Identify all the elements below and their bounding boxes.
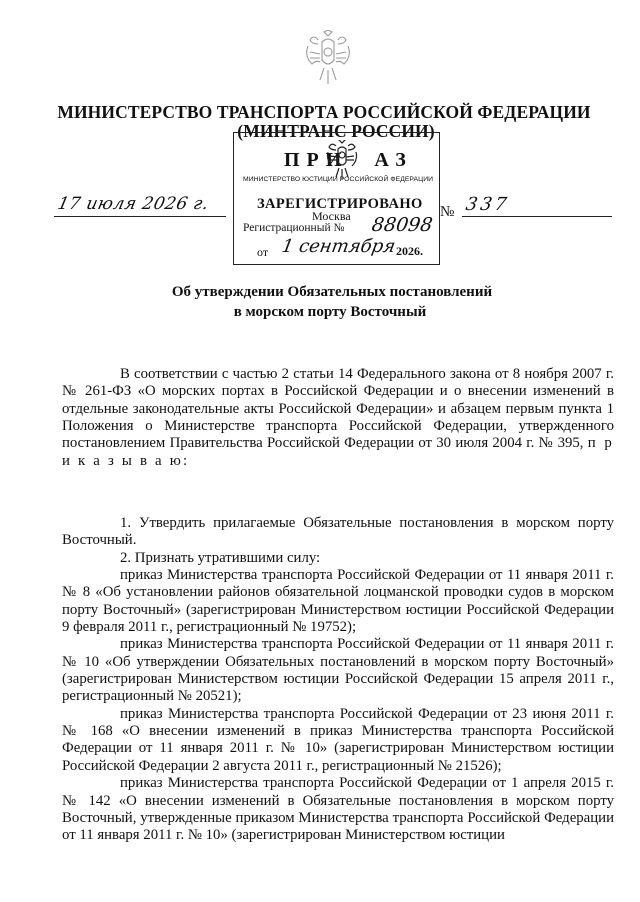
order-items: [62, 515, 614, 845]
stamp-date-prefix: от: [257, 245, 269, 259]
preamble-paragraph: [62, 366, 614, 470]
ministry-name: МИНИСТЕРСТВО ТРАНСПОРТА РОССИЙСКОЙ ФЕДЕРАЦИИ: [57, 102, 591, 122]
order-date-underline: [54, 216, 226, 217]
stamp-reg-number-value: 88098: [370, 214, 434, 236]
preamble-text: В соответствии с частью 2 статьи 14 Федерального закона от 8 ноября 2007 г. № 261-ФЗ «О морских портах в Российской Федерации и о внесении изменений в отдельные законодательные акты Российской Федерации» и абзацем первым пункта 1 Положения о Министерстве транспорта Российской Федерации, утвержденного постановлением Правительства Российской Федерации от 30 июля 2004 г. № 395,: [62, 366, 614, 452]
preamble-action: п р и к а з ы в а ю:: [62, 435, 614, 469]
stamp-reg-number-label: Регистрационный №: [243, 222, 345, 234]
stamp-city: Москва: [312, 209, 351, 223]
ministry-short-name: (МИНТРАНС РОССИИ): [237, 121, 435, 141]
coat-of-arms-emblem: [302, 30, 354, 86]
item-2-order-d: приказ Министерства транспорта Российской Федерации от 1 апреля 2015 г. № 142 «О внесении изменений в Обязательные постановления в морском порту Восточный, утвержденные приказом Министерства транспорта Российской Федерации от 11 января 2011 г. № 10» (зарегистрирован Министерством юстиции: [62, 775, 614, 844]
stamp-date-handwritten: 1 сентября: [280, 236, 398, 257]
preamble: [62, 366, 614, 470]
document-title-line2: в морском порту Восточный: [233, 304, 427, 320]
stamp-eagle-icon: [326, 140, 358, 180]
order-number-underline: [462, 216, 612, 217]
order-number-label: №: [440, 204, 455, 220]
order-number-value: 337: [464, 194, 512, 215]
item-2-order-a: приказ Министерства транспорта Российской Федерации от 11 января 2011 г. № 8 «Об установлении районов обязательной лоцманской проводки судов в морском порту Восточный» (зарегистрирован Министерством юстиции Российской Федерации 9 февраля 2011 г., регистрационный № 19752);: [62, 567, 614, 636]
stamp-registered-label: ЗАРЕГИСТРИРОВАНО: [257, 196, 423, 212]
document-title-line1: Об утверждении Обязательных постановлений: [171, 284, 493, 300]
item-2: 2. Признать утратившими силу:: [120, 549, 321, 566]
document-type-right: АЗ: [374, 149, 413, 171]
item-2-order-c: приказ Министерства транспорта Российской Федерации от 23 июня 2011 г. № 168 «О внесении изменений в приказ Министерства транспорта Российской Федерации от 11 января 2011 г. № 10» (зарегистрирован Министерством юстиции Российской Федерации 2 августа 2011 г., регистрационный № 21526);: [62, 705, 614, 774]
item-1: 1. Утвердить прилагаемые Обязательные постановления в морском порту Восточный.: [62, 515, 614, 549]
stamp-date-year: 2026.: [396, 244, 423, 258]
document-type-left: ПРИ: [284, 149, 349, 171]
item-2-order-b: приказ Министерства транспорта Российской Федерации от 11 января 2011 г. № 10 «Об утверждении Обязательных постановлений в морском порту Восточный» (зарегистрирован Министерством юстиции Российской Федерации 15 апреля 2011 г., регистрационный № 20521);: [62, 636, 614, 705]
stamp-ministry-label: МИНИСТЕРСТВО ЮСТИЦИИ РОССИЙСКОЙ ФЕДЕРАЦИИ: [243, 176, 434, 183]
order-date: 17 июля 2026 г.: [55, 194, 211, 214]
